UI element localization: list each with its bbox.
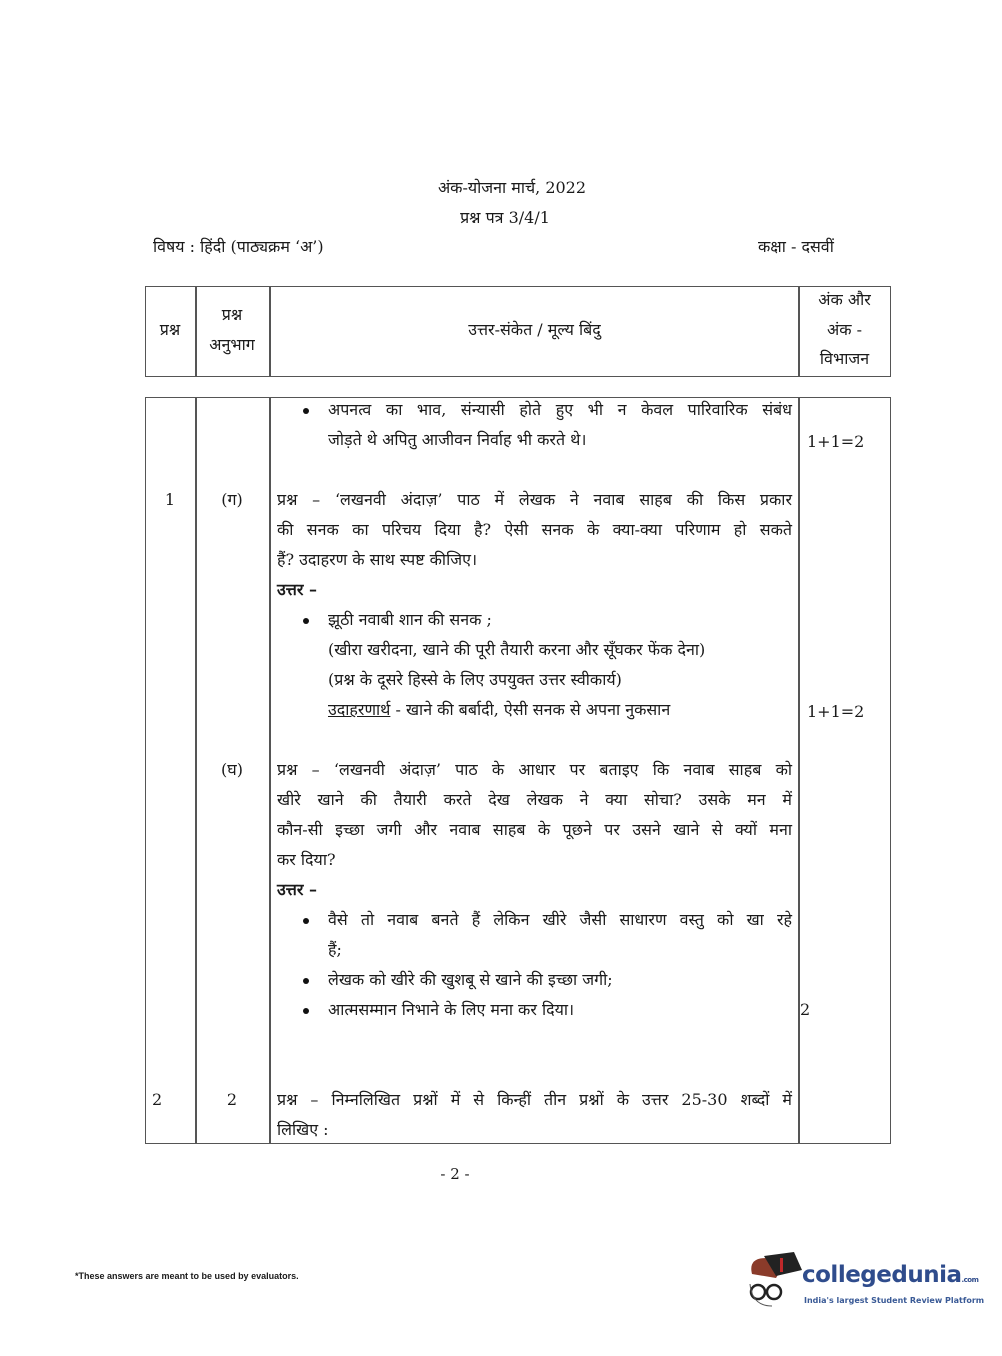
bullet-icon — [303, 618, 309, 624]
bullet-icon — [303, 918, 309, 924]
question-number: 2 — [152, 1090, 163, 1109]
answer-line: जोड़ते थे अपितु आजीवन निर्वाह भी करते थे। — [328, 430, 587, 449]
col-question: प्रश्न — [159, 320, 181, 339]
logo-text: collegedunia — [802, 1262, 962, 1288]
question-line: हैं? उदाहरण के साथ स्पष्ट कीजिए। — [277, 550, 478, 569]
col-section: प्रश्न — [221, 305, 243, 324]
example-text: - खाने की बर्बादी, ऐसी सनक से अपना नुकसान — [390, 700, 671, 719]
question-line: खीरे खाने की तैयारी करते देख लेखक ने क्या सोचा? उसके मन में — [277, 790, 792, 809]
answer-line: अपनत्व का भाव, संन्यासी होते हुए भी न केवल पारिवारिक संबंध — [328, 400, 792, 419]
answer-line: (प्रश्न के दूसरे हिस्से के लिए उपयुक्त उत्तर स्वीकार्य) — [328, 670, 622, 689]
section-label: 2 — [226, 1090, 238, 1109]
question-line: की सनक का परिचय दिया है? ऐसी सनक के क्या-क्या परिणाम हो सकते — [277, 520, 792, 539]
answer-label: उत्तर – — [277, 580, 317, 599]
divider — [195, 286, 197, 377]
answer-line: झूठी नवाबी शान की सनक ; — [328, 610, 492, 629]
bullet-icon — [303, 978, 309, 984]
section-label: (ग) — [221, 490, 243, 509]
marks: 2 — [800, 1000, 811, 1019]
class: कक्षा - दसवीं — [758, 237, 834, 256]
answer-line: आत्मसम्मान निभाने के लिए मना कर दिया। — [328, 1000, 575, 1019]
col-marks: अंक और — [818, 290, 871, 309]
col-section: अनुभाग — [209, 335, 255, 354]
doc-title: अंक-योजना मार्च, 2022 — [437, 178, 587, 197]
divider — [798, 397, 800, 1144]
section-label: (घ) — [221, 760, 243, 779]
question-line: कौन-सी इच्छा जगी और नवाब साहब के पूछने पर उसने खाने से क्यों मना — [277, 820, 792, 839]
page-number: - 2 - — [440, 1165, 470, 1183]
bullet-icon — [303, 1008, 309, 1014]
col-marks: अंक - — [826, 320, 862, 339]
divider — [269, 397, 271, 1144]
question-line: कर दिया? — [277, 850, 336, 869]
question-line: प्रश्न – ‘लखनवी अंदाज़’ पाठ के आधार पर बताइए कि नवाब साहब को — [277, 760, 792, 779]
subject: विषय : हिंदी (पाठ्यक्रम ‘अ’) — [153, 237, 324, 256]
mascot-icon — [742, 1248, 804, 1314]
answer-line: (खीरा खरीदना, खाने की पूरी तैयारी करना और सूँघकर फेंक देना) — [328, 640, 706, 659]
answer-line: वैसे तो नवाब बनते हैं लेकिन खीरे जैसी साधारण वस्तु को खा रहे — [328, 910, 792, 929]
question-line: प्रश्न – ‘लखनवी अंदाज़’ पाठ में लेखक ने नवाब साहब की किस प्रकार — [277, 490, 792, 509]
bullet-icon — [303, 408, 309, 414]
footer-note: *These answers are meant to be used by evaluators. — [75, 1271, 299, 1281]
logo-tagline: India's largest Student Review Platform — [804, 1296, 985, 1305]
answer-line: हैं; — [328, 940, 342, 959]
answer-line — [328, 700, 670, 720]
marks: 1+1=2 — [807, 432, 865, 451]
example-label: उदाहरणार्थ — [328, 700, 391, 719]
question-line: प्रश्न – निम्नलिखित प्रश्नों में से किन्हीं तीन प्रश्नों के उत्तर 25-30 शब्दों में — [277, 1090, 792, 1109]
question-line: लिखिए : — [277, 1120, 329, 1139]
answer-label: उत्तर – — [277, 880, 317, 899]
paper-code: प्रश्न पत्र 3/4/1 — [460, 208, 550, 227]
col-answer: उत्तर-संकेत / मूल्य बिंदु — [468, 320, 601, 339]
collegedunia-logo — [742, 1248, 985, 1314]
logo-com: .com — [961, 1276, 979, 1284]
marks: 1+1=2 — [807, 702, 865, 721]
question-number: 1 — [164, 490, 176, 509]
answer-line: लेखक को खीरे की खुशबू से खाने की इच्छा जगी; — [328, 970, 613, 989]
col-marks: विभाजन — [819, 349, 870, 368]
